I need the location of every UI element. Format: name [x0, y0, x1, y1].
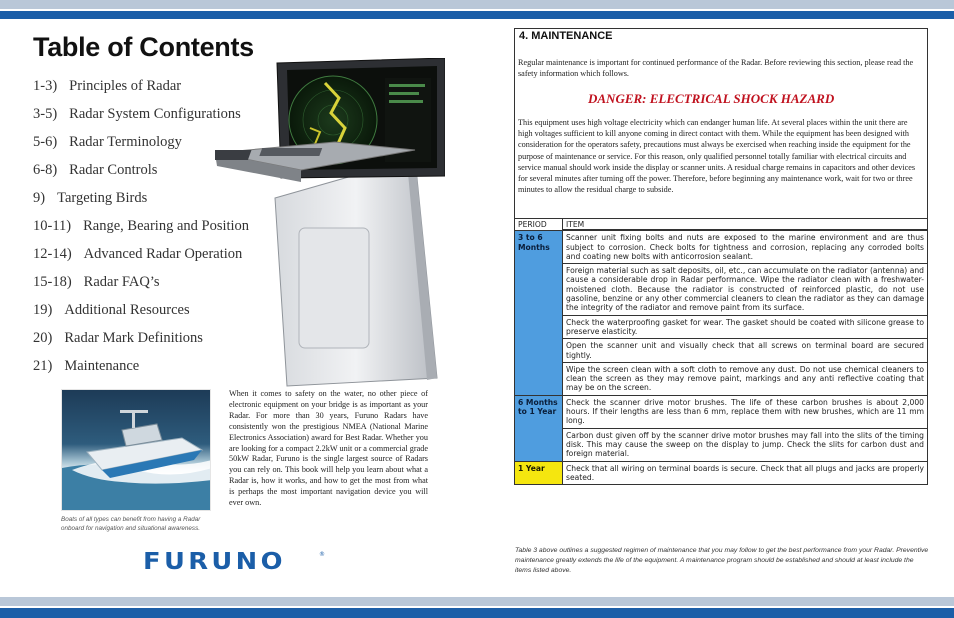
- logo-text: FURUNO: [143, 548, 286, 572]
- danger-description: This equipment uses high voltage electricity which can endanger human life. At several places within the unit there are high voltages sufficient to kill anyone coming in direct contact with them. While the equipment has been designed with consideration for the operators safety, precautions must always be exercised when reaching inside the equipment for the purpose of maintenance or service. For this reason, only qualified personnel totally familiar with electrical circuits and service manual should work inside the display or scanner units. A residual charge remains in capacitors and other devices for several minutes after turning off the power. Therefore, before beginning any maintenance work, wait for two or three minutes to allow the residual charge to subside.: [518, 118, 916, 195]
- table-row: [515, 231, 928, 264]
- header-item: ITEM: [563, 219, 928, 231]
- item-cell: Open the scanner unit and visually check that all screws on terminal board are secured tightly.: [563, 339, 928, 363]
- toc-item-number: 19): [33, 301, 53, 318]
- item-cell: Foreign material such as salt deposits, oil, etc., can accumulate on the radiator (antenna) and cause a considerable drop in Radar performance. Wipe the radiator clean with a freshwater-moistened cloth. Because the radiator is constructed of reinforced plastic, do not use gasoline, benzine or any other commercial cleaners to clean the radiator as they can damage the integrity of the radiator and remove paint from its surface.: [563, 264, 928, 315]
- item-cell: Wipe the screen clean with a soft cloth to remove any dust. Do not use chemical cleaners to clean the screen as they may remove paint, markings and any anti reflective coating that may be on the screen.: [563, 362, 928, 395]
- toc-item-number: 9): [33, 189, 46, 206]
- table-row: [515, 315, 928, 339]
- toc-item-label: Radar FAQ’s: [83, 273, 160, 290]
- item-cell: Check the scanner drive motor brushes. The life of these carbon brushes is about 2,000 hours. If their lengths are less than 6 mm, replace them with new brushes, which are 11 mm long.: [563, 395, 928, 428]
- bottom-band-light: [0, 597, 954, 606]
- bottom-band-dark: [0, 608, 954, 618]
- toc-item-label: Radar Mark Definitions: [64, 329, 203, 346]
- table-footnote: Table 3 above outlines a suggested regimen of maintenance that you may follow to get the best performance from your Radar. Preventive maintenance greatly extends the life of the equipment. A maintenance program should be established and should at least include the items listed above.: [515, 547, 929, 574]
- header-period: PERIOD: [515, 219, 563, 231]
- maintenance-intro: Regular maintenance is important for continued performance of the Radar. Before reviewing this section, please read the safety information which follows.: [518, 58, 914, 78]
- toc-item-label: Radar Terminology: [69, 133, 182, 150]
- maintenance-heading: 4. MAINTENANCE: [519, 30, 613, 42]
- top-band-light: [0, 0, 954, 9]
- toc-item-label: Targeting Birds: [57, 189, 148, 206]
- boat-caption: Boats of all types can benefit from having a Radar onboard for navigation and situational awareness.: [61, 516, 201, 532]
- toc-item-number: 5-6): [33, 133, 58, 150]
- toc-item-number: 1-3): [33, 77, 58, 94]
- toc-item-number: 3-5): [33, 105, 58, 122]
- radar-console-illustration: [215, 58, 445, 388]
- table-row: [515, 461, 928, 485]
- toc-item-number: 15-18): [33, 273, 72, 290]
- maintenance-table-body: [515, 231, 928, 485]
- table-row: [515, 362, 928, 395]
- period-cell: 6 Months to 1 Year: [515, 395, 563, 461]
- maintenance-table: [514, 218, 928, 485]
- svg-text:®: ®: [319, 551, 325, 558]
- toc-item-number: 20): [33, 329, 53, 346]
- furuno-logo: [143, 548, 325, 572]
- toc-item-number: 21): [33, 357, 53, 374]
- toc-item-label: Maintenance: [64, 357, 140, 374]
- item-cell: Carbon dust given off by the scanner drive motor brushes may fall into the slits of the timing disk. This may cause the sweep on the display to jump. Check the slits for carbon dust and foreign material.: [563, 428, 928, 461]
- table-row: [515, 395, 928, 428]
- item-cell: Check the waterproofing gasket for wear. The gasket should be coated with silicone grease to preserve elasticity.: [563, 315, 928, 339]
- maintenance-panel: [514, 28, 928, 230]
- table-row: [515, 339, 928, 363]
- toc-item-label: Radar System Configurations: [69, 105, 241, 122]
- toc-item-label: Range, Bearing and Position: [83, 217, 250, 234]
- toc-item-number: 6-8): [33, 161, 58, 178]
- toc-item-label: Principles of Radar: [69, 77, 182, 94]
- table-row: [515, 428, 928, 461]
- toc-item-label: Advanced Radar Operation: [83, 245, 243, 262]
- danger-warning: DANGER: ELECTRICAL SHOCK HAZARD: [588, 91, 835, 106]
- table-header-row: [515, 219, 928, 231]
- toc-title: Table of Contents: [33, 32, 254, 62]
- toc-item-number: 10-11): [33, 217, 72, 234]
- boat-photo: [61, 389, 211, 511]
- toc-item-label: Radar Controls: [69, 161, 158, 178]
- item-cell: Scanner unit fixing bolts and nuts are exposed to the marine environment and are thus subject to corrosion. Check bolts for tightness and corrosion, replacing any corroded bolts and coating new bolts with anticorrosion sealant.: [563, 231, 928, 264]
- toc-item-label: Additional Resources: [64, 301, 190, 318]
- top-band-dark: [0, 11, 954, 19]
- period-cell: 3 to 6 Months: [515, 231, 563, 395]
- item-cell: Check that all wiring on terminal boards is secure. Check that all plugs and jacks are properly seated.: [563, 461, 928, 485]
- period-cell: 1 Year: [515, 461, 563, 485]
- intro-paragraph: When it comes to safety on the water, no other piece of electronic equipment on your bridge is as important as your Radar. For more than 30 years, Furuno Radars have consistently won the prestigious NMEA (National Marine Electronics Association) award for Best Radar. Whether you are looking for a compact 2.2kW unit or a commercial grade 50kW Radar, Furuno is the single largest source of Radars you can rely on. This book will help you learn about what a Radar is, how it works, and how to get the most from what is perhaps the most important navigation device you will ever own.: [229, 389, 428, 508]
- table-row: [515, 264, 928, 315]
- toc-item-number: 12-14): [33, 245, 72, 262]
